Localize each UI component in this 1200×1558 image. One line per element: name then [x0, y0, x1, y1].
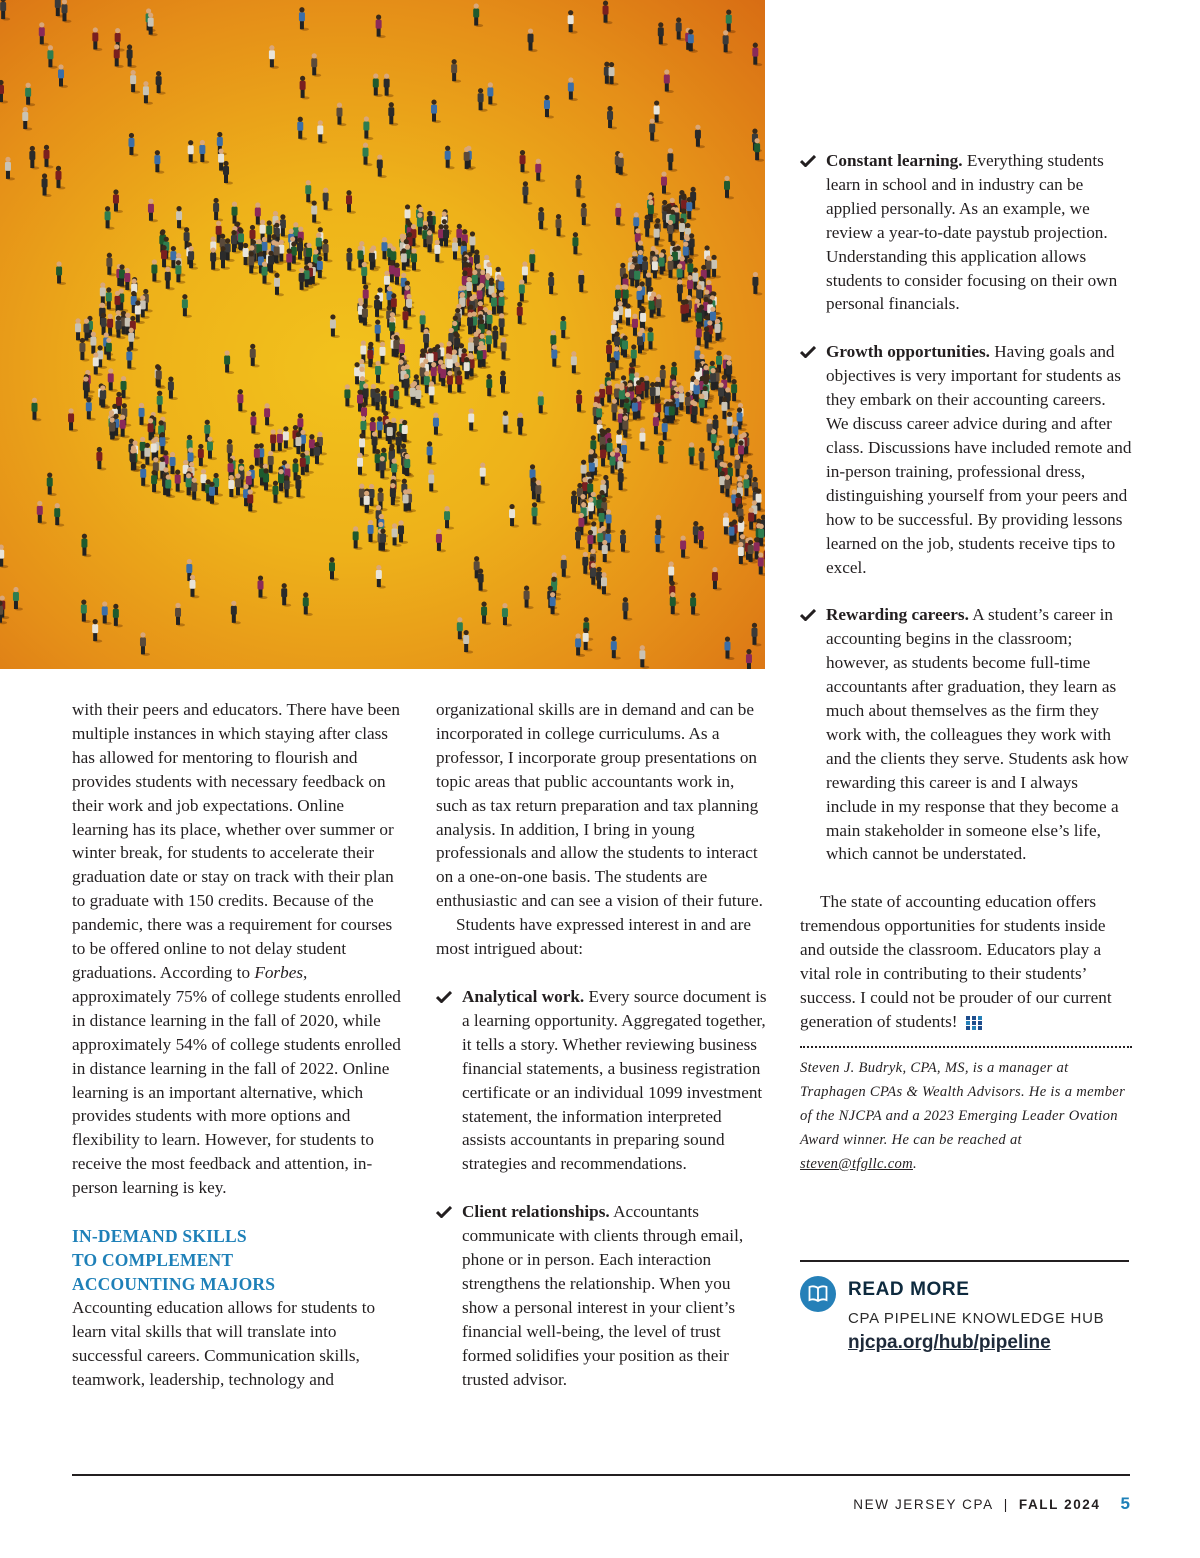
crowd-person: [388, 102, 398, 126]
crowd-person: [752, 272, 762, 296]
crowd-person: [664, 69, 674, 93]
crowd-person: [654, 100, 664, 124]
crowd-person: [269, 45, 279, 69]
read-more-box: [800, 1260, 1129, 1356]
crowd-person: [393, 386, 403, 410]
footer-separator: |: [1003, 1497, 1009, 1512]
crowd-person: [58, 64, 68, 88]
crowd-person: [433, 413, 443, 437]
crowd-person: [380, 342, 390, 366]
crowd-person: [0, 80, 8, 104]
crowd-person: [501, 337, 511, 361]
crowd-person: [481, 601, 491, 625]
crowd-person: [268, 451, 278, 475]
crowd-person: [213, 198, 223, 222]
crowd-person: [639, 428, 649, 452]
crowd-person: [376, 15, 386, 39]
crowd-person: [695, 125, 705, 149]
crowd-person: [603, 1, 613, 25]
page-number: 5: [1120, 1494, 1130, 1513]
crowd-person: [578, 270, 588, 294]
crowd-person: [39, 22, 49, 46]
crowd-person: [0, 0, 10, 21]
crowd-person: [575, 526, 585, 550]
author-bio: Steven J. Budryk, CPA, MS, is a manager at Traphagen CPAs & Wealth Advisors. He is a member of the NJCPA and a 2023 Emerging Leader Ovation Award winner. He can be reached at steven@tfgllc.com.: [800, 1046, 1132, 1176]
read-more-subtitle: CPA PIPELINE KNOWLEDGE HUB: [848, 1310, 1105, 1327]
crowd-person: [353, 526, 363, 550]
crowd-person: [232, 202, 242, 226]
checkmark-icon: [436, 991, 452, 1003]
crowd-person: [689, 442, 699, 466]
crowd-person: [156, 365, 166, 389]
crowd-person: [128, 133, 138, 157]
crowd-person: [520, 150, 530, 174]
crowd-person: [431, 99, 441, 123]
crowd-person: [188, 140, 198, 164]
crowd-person: [151, 470, 161, 494]
crowd-person: [182, 294, 192, 318]
crowd-person: [175, 603, 185, 627]
crowd-person: [165, 474, 175, 498]
col1-paragraph-2: Accounting education allows for students to learn vital skills that will translate into successful careers. Communication skills, teamwork, leadership, technology and: [72, 1298, 376, 1389]
crowd-person: [363, 143, 373, 167]
crowd-person: [522, 181, 532, 205]
crowd-person: [622, 335, 632, 359]
crowd-person: [680, 535, 690, 559]
crowd-person: [305, 180, 315, 204]
crowd-person: [295, 475, 305, 499]
col2-paragraph-1: organizational skills are in demand and can be incorporated in college curriculums. As a professor, I incorporate group presentations on topic areas that public accountants work in, such as tax return preparation and tax planning analysis. In addition, I bring in young professionals and allow the students to interact on a one-on-one basis. The students are enthusiastic and can see a vision of their future.: [436, 700, 763, 911]
crowd-person: [140, 464, 150, 488]
crowd-person: [621, 440, 631, 464]
crowd-person: [502, 603, 512, 627]
crowd-person: [655, 530, 665, 554]
list-item-rewarding-careers: Rewarding careers. A student’s career in accounting begins in the classroom; however, as students become full-time accountants after graduation, they learn as much about themselves as the firm they work with, the colleagues they work with and the clients they serve. Students ask how rewarding this career is and I always include in my response that they become a main stakeholder in someone else’s life, which cannot be understated.: [800, 603, 1132, 866]
crowd-person: [620, 530, 630, 554]
crowd-person: [699, 447, 709, 471]
author-email-link[interactable]: steven@tfgllc.com: [800, 1155, 913, 1172]
crowd-person: [500, 371, 510, 395]
crowd-person: [528, 28, 538, 52]
crowd-person: [473, 3, 483, 27]
crowd-person: [532, 502, 542, 526]
crowd-person: [346, 248, 356, 272]
crowd-person: [311, 200, 321, 224]
crowd-person: [92, 27, 102, 51]
crowd-person: [443, 224, 453, 248]
crowd-person: [61, 0, 71, 23]
crowd-person: [688, 29, 698, 53]
crowd-person: [127, 44, 137, 68]
column-3: [800, 149, 1132, 1176]
crowd-person: [25, 83, 35, 107]
crowd-person: [498, 292, 508, 316]
crowd-person: [538, 207, 548, 231]
njcpa-end-mark-icon: [966, 1016, 982, 1030]
crowd-person: [571, 351, 581, 375]
crowd-person: [96, 447, 106, 471]
crowd-cpa-illustration: [0, 0, 765, 669]
crowd-person: [175, 260, 185, 284]
page-footer: [853, 1494, 1130, 1514]
section-heading: IN-DEMAND SKILLS TO COMPLEMENT ACCOUNTING MAJORS: [72, 1226, 276, 1295]
crowd-person: [538, 391, 548, 415]
crowd-person: [544, 95, 554, 119]
crowd-person: [139, 403, 149, 427]
crowd-person: [618, 468, 628, 492]
crowd-person: [130, 70, 140, 94]
crowd-person: [463, 630, 473, 654]
crowd-person: [346, 190, 356, 214]
column-1: [72, 698, 404, 1392]
list-item-growth-opportunities: Growth opportunities. Having goals and objectives is very important for students as they embark on their accounting careers. We discuss career advice during and after class. Discussions have included remote and in-person training, professional dress, distinguishing yourself from your peers and how to be successful. By providing lessons learned on the job, students receive tips to excel.: [800, 340, 1132, 579]
crowd-person: [551, 344, 561, 368]
crowd-person: [323, 239, 333, 263]
crowd-person: [154, 150, 164, 174]
crowd-person: [56, 261, 66, 285]
crowd-person: [468, 408, 478, 432]
crowd-person: [121, 376, 131, 400]
crowd-person: [535, 480, 545, 504]
crowd-person: [148, 199, 158, 223]
crowd-person: [188, 246, 198, 270]
crowd-person: [156, 71, 166, 95]
crowd-person: [113, 604, 123, 628]
crowd-person: [113, 189, 123, 213]
crowd-person: [311, 53, 321, 77]
crowd-person: [168, 376, 178, 400]
crowd-person: [299, 7, 309, 31]
crowd-person: [517, 302, 527, 326]
crowd-person: [444, 506, 454, 530]
crowd-person: [609, 62, 619, 86]
hero-image: [0, 0, 765, 669]
crowd-person: [224, 350, 234, 374]
crowd-person: [711, 255, 721, 279]
crowd-person: [31, 398, 41, 422]
crowd-person: [258, 575, 268, 599]
crowd-person: [5, 157, 15, 181]
crowd-person: [375, 319, 385, 343]
crowd-person: [300, 430, 310, 454]
crowd-person: [42, 173, 52, 197]
crowd-person: [723, 30, 733, 54]
crowd-person: [199, 140, 209, 164]
checkmark-icon: [436, 1206, 452, 1218]
crowd-person: [654, 224, 664, 248]
crowd-person: [556, 214, 566, 238]
crowd-person: [656, 294, 666, 318]
crowd-person: [86, 397, 96, 421]
crowd-person: [478, 88, 488, 112]
crowd-person: [237, 389, 247, 413]
crowd-person: [653, 412, 663, 436]
crowd-person: [478, 569, 488, 593]
checkmark-icon: [800, 155, 816, 167]
crowd-person: [575, 175, 585, 199]
crowd-person: [369, 484, 379, 508]
crowd-person: [47, 472, 57, 496]
crowd-person: [487, 82, 497, 106]
crowd-person: [106, 253, 116, 277]
crowd-person: [658, 441, 668, 465]
checkmark-icon: [800, 346, 816, 358]
crowd-person: [336, 103, 346, 127]
crowd-person: [297, 117, 307, 141]
crowd-person: [661, 171, 671, 195]
crowd-person: [54, 503, 64, 527]
crowd-person: [189, 575, 199, 599]
crowd-person: [361, 262, 371, 286]
checkmark-icon: [800, 609, 816, 621]
crowd-person: [622, 597, 632, 621]
crowd-person: [13, 587, 23, 611]
issue-label: FALL 2024: [1018, 1497, 1101, 1512]
crowd-person: [176, 206, 186, 230]
crowd-person: [280, 214, 290, 238]
crowd-person: [648, 327, 658, 351]
crowd-person: [29, 146, 39, 170]
crowd-person: [102, 601, 112, 625]
crowd-person: [615, 203, 625, 227]
crowd-person: [639, 645, 649, 669]
crowd-person: [726, 10, 736, 34]
crowd-person: [231, 601, 241, 625]
crowd-person: [151, 259, 161, 283]
crowd-person: [223, 161, 233, 185]
crowd-person: [100, 385, 110, 409]
list-item-constant-learning: Constant learning. Everything students learn in school and in industry can be applied personally. As an example, we review a year-to-date paystub projection. Understanding this application allows students to consider focusing on their own personal financials.: [800, 149, 1132, 316]
crowd-person: [535, 159, 545, 183]
crowd-person: [300, 76, 310, 100]
crowd-person: [207, 436, 217, 460]
crowd-person: [729, 433, 739, 457]
crowd-person: [114, 44, 124, 68]
crowd-person: [436, 529, 446, 553]
crowd-person: [499, 313, 509, 337]
crowd-person: [764, 545, 765, 569]
crowd-person: [250, 411, 260, 435]
crowd-person: [373, 73, 383, 97]
crowd-person: [106, 338, 116, 362]
crowd-person: [480, 462, 490, 486]
crowd-person: [752, 43, 762, 67]
crowd-person: [509, 504, 519, 528]
crowd-person: [560, 316, 570, 340]
crowd-person: [47, 45, 57, 69]
crowd-person: [502, 411, 512, 435]
list-item-analytical-work: Analytical work. Every source document is a learning opportunity. Aggregated together, it tells a story. Whether reviewing business financial statements, a business registration certificate or an individual 1099 investment statement, the information interpreted assists accountants in preparing sound strategies and recommendations.: [436, 985, 768, 1176]
crowd-person: [143, 81, 153, 105]
crowd-person: [68, 408, 78, 432]
crowd-person: [731, 379, 741, 403]
crowd-person: [81, 599, 91, 623]
read-more-link[interactable]: njcpa.org/hub/pipeline: [848, 1332, 1051, 1353]
crowd-person: [344, 384, 354, 408]
crowd-person: [281, 583, 291, 607]
publication-name: NEW JERSEY CPA: [853, 1497, 994, 1512]
crowd-person: [581, 203, 591, 227]
crowd-person: [0, 545, 8, 569]
crowd-person: [108, 368, 118, 392]
crowd-person: [751, 623, 761, 647]
crowd-person: [390, 483, 400, 507]
crowd-person: [198, 444, 208, 468]
closing-paragraph: The state of accounting education offers tremendous opportunities for students inside and outside the classroom. Educators play a vital role in contributing to their students’ success. I could not be prouder of our current generation of students!: [800, 892, 1112, 1031]
crowd-person: [376, 565, 386, 589]
crowd-person: [548, 272, 558, 296]
crowd-person: [411, 248, 421, 272]
crowd-person: [105, 206, 115, 230]
crowd-person: [724, 636, 734, 660]
column-2: [436, 698, 768, 1391]
crowd-person: [368, 520, 378, 544]
crowd-person: [427, 441, 437, 465]
crowd-person: [712, 567, 722, 591]
crowd-person: [611, 636, 621, 660]
crowd-person: [363, 116, 373, 140]
crowd-person: [486, 374, 496, 398]
crowd-person: [384, 74, 394, 98]
crowd-person: [404, 454, 414, 478]
col1-paragraph-1: with their peers and educators. There have been multiple instances in which staying after class has allowed for mentoring to flourish and provides students with necessary feedback on their work and job expectations. Online learning has its place, whether over summer or winter break, for students to accelerate their graduation date or stay on track with their plan to graduate with 150 credits. Because of the pandemic, there was a requirement for courses to be offered online to not delay student graduations. According to Forbes, approximately 75% of college students enrolled in distance learning in the fall of 2020, while approximately 54% of college students enrolled in distance learning in the fall of 2022. Online learning is an important alternative, which provides students with more options and flexibility to learn. However, for students to receive the most feedback and attention, in-person learning is key.: [72, 700, 401, 1198]
crowd-person: [658, 22, 668, 46]
crowd-person: [561, 555, 571, 579]
crowd-person: [601, 572, 611, 596]
crowd-person: [428, 469, 438, 493]
open-book-icon: [800, 1276, 836, 1312]
crowd-person: [377, 154, 387, 178]
crowd-person: [81, 534, 91, 558]
crowd-person: [676, 17, 686, 41]
crowd-person: [92, 619, 102, 643]
list-item-client-relationships: Client relationships. Accountants communicate with clients through email, phone or in person. Each interaction strengthens the relationship. When you show a personal interest in your client’s financial well-being, the level of trust formed solidifies your position as their trusted advisor.: [436, 1200, 768, 1391]
crowd-person: [618, 153, 628, 177]
crowd-person: [402, 420, 412, 444]
crowd-person: [37, 501, 47, 525]
crowd-person: [568, 77, 578, 101]
crowd-person: [698, 526, 708, 550]
crowd-person: [303, 592, 313, 616]
crowd-person: [380, 529, 390, 553]
crowd-person: [576, 390, 586, 414]
col2-paragraph-2: Students have expressed interest in and are most intrigued about:: [436, 915, 751, 959]
crowd-person: [317, 120, 327, 144]
crowd-person: [330, 314, 340, 338]
crowd-person: [724, 176, 734, 200]
crowd-person: [754, 138, 764, 162]
crowd-person: [274, 273, 284, 297]
crowd-person: [746, 649, 756, 669]
crowd-person: [517, 413, 527, 437]
crowd-person: [690, 592, 700, 616]
crowd-person: [191, 478, 201, 502]
crowd-person: [379, 456, 389, 480]
read-more-title: READ MORE: [848, 1279, 970, 1300]
crowd-person: [157, 391, 167, 415]
crowd-person: [22, 107, 32, 131]
crowd-person: [445, 146, 455, 170]
crowd-person: [398, 520, 408, 544]
crowd-person: [250, 344, 260, 368]
crowd-person: [415, 385, 425, 409]
crowd-person: [660, 365, 670, 389]
crowd-person: [529, 249, 539, 273]
crowd-person: [106, 287, 116, 311]
crowd-person: [568, 10, 578, 34]
crowd-person: [148, 13, 158, 37]
crowd-person: [607, 106, 617, 130]
crowd-person: [161, 245, 171, 269]
crowd-person: [140, 632, 150, 656]
crowd-person: [670, 592, 680, 616]
crowd-person: [284, 475, 294, 499]
crowd-person: [264, 403, 274, 427]
crowd-person: [323, 188, 333, 212]
crowd-person: [667, 148, 677, 172]
footer-divider: [72, 1474, 1130, 1476]
crowd-person: [572, 232, 582, 256]
crowd-person: [55, 166, 65, 190]
crowd-person: [283, 426, 293, 450]
crowd-person: [524, 585, 534, 609]
crowd-person: [329, 557, 339, 581]
crowd-person: [43, 145, 53, 169]
crowd-person: [165, 267, 175, 291]
crowd-person: [451, 59, 461, 83]
